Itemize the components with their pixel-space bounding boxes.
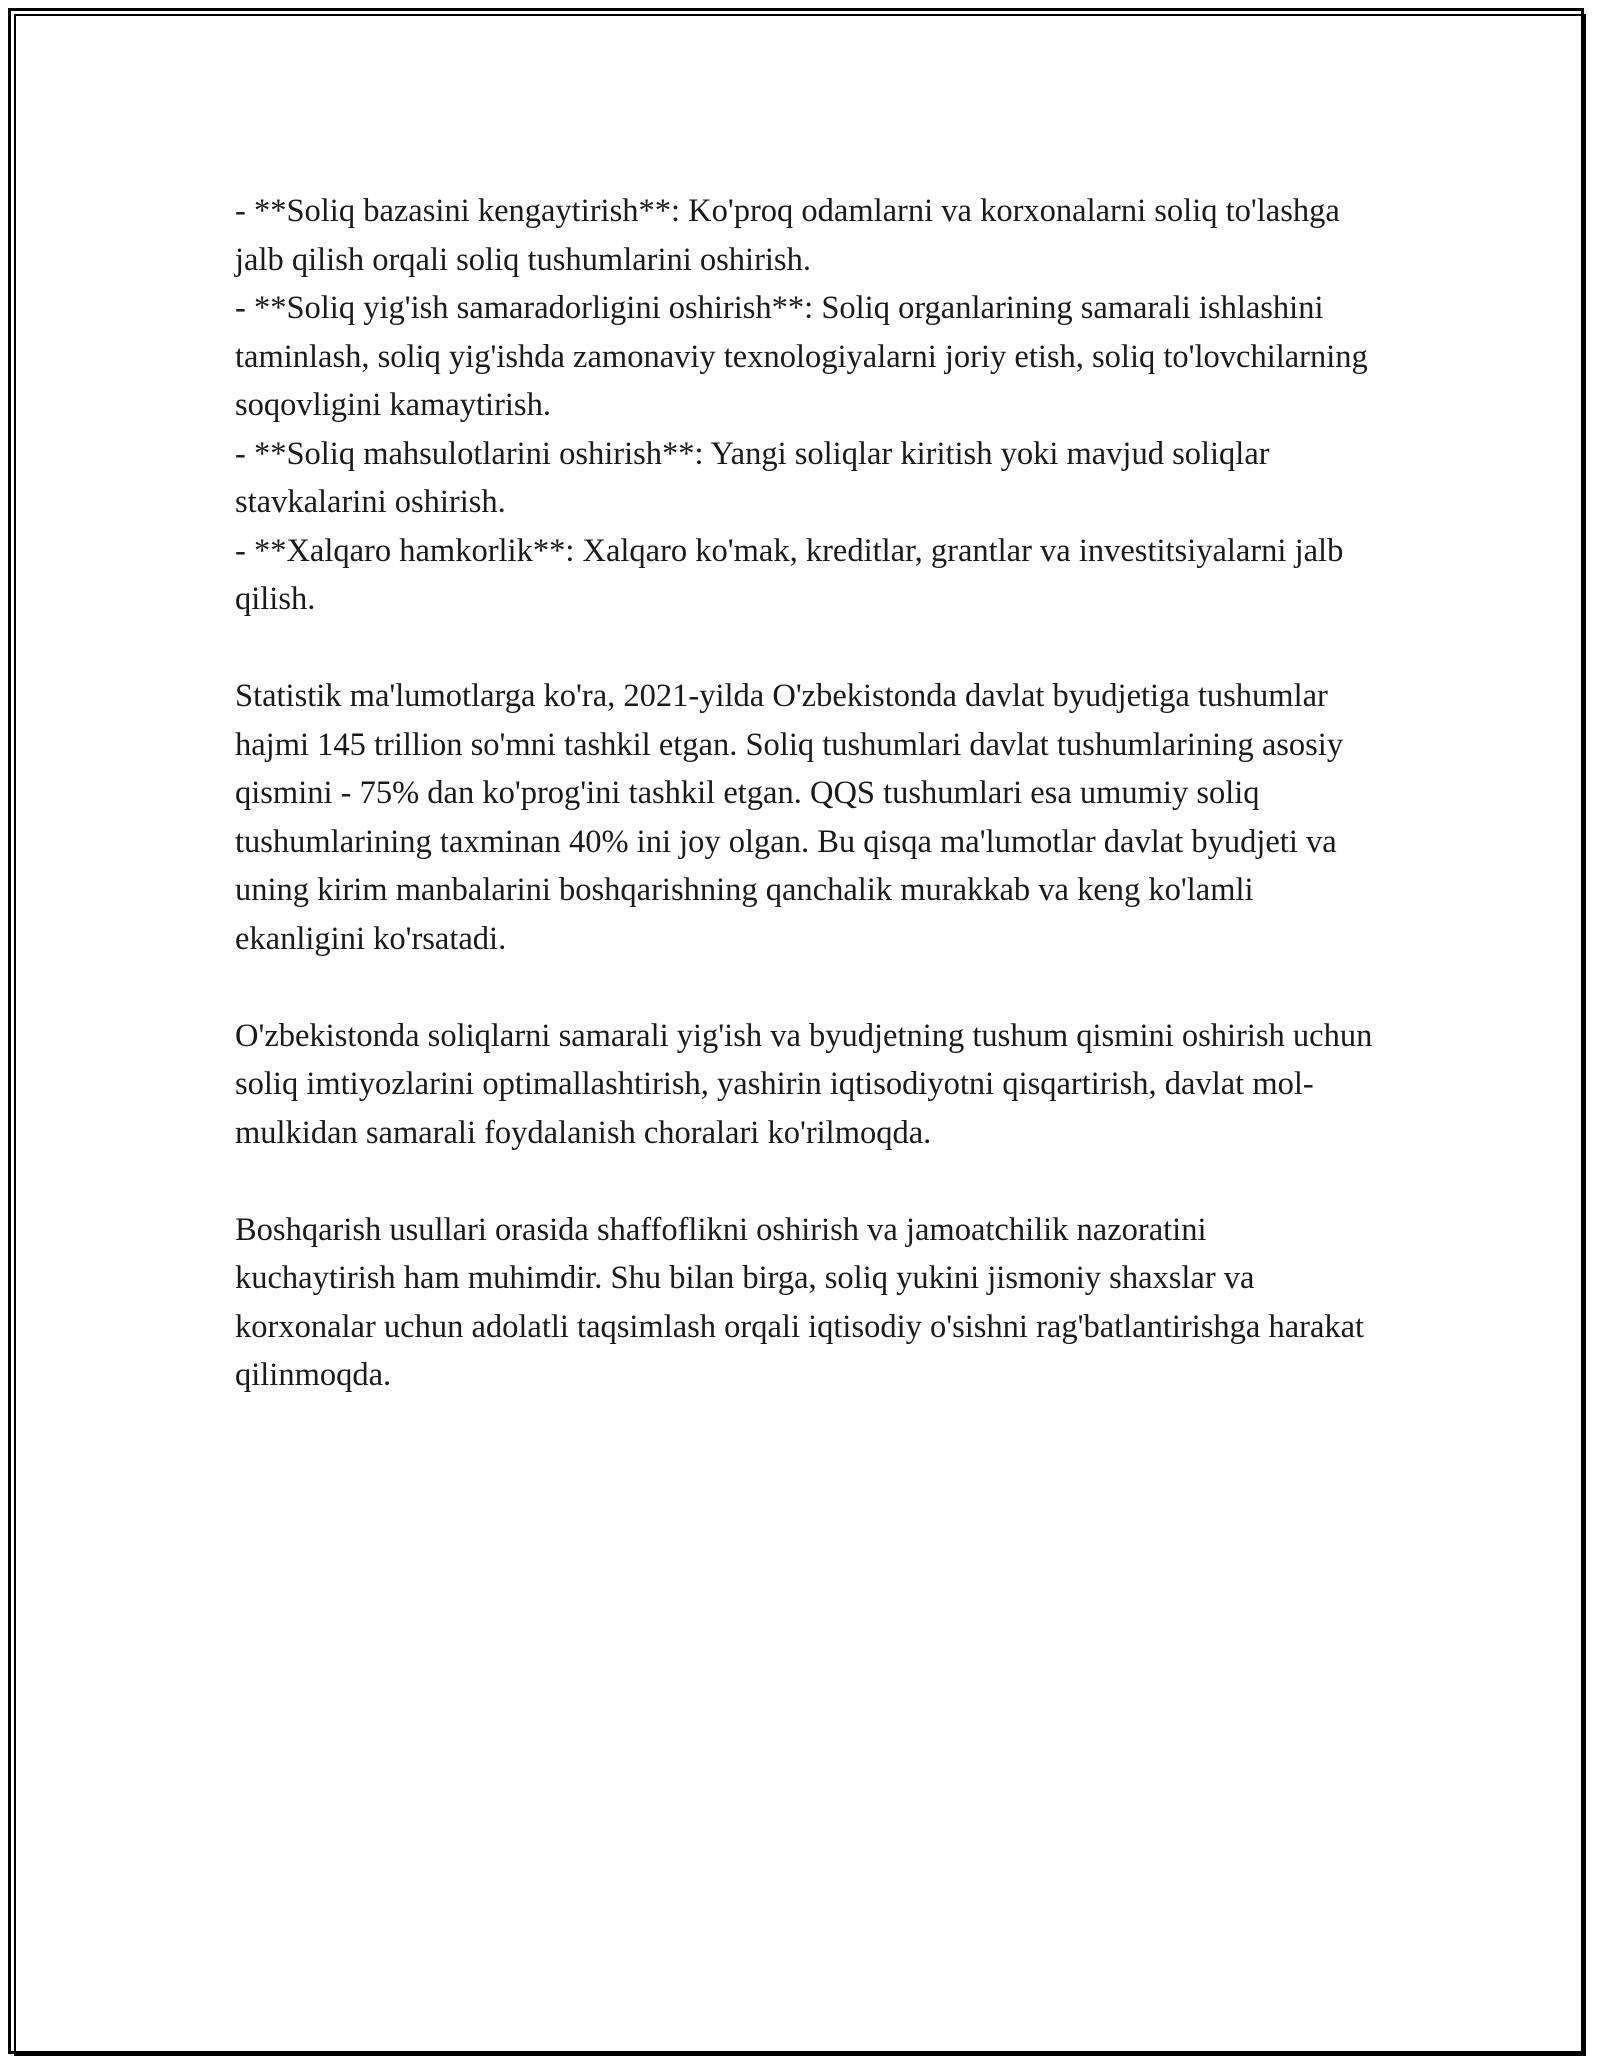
paragraph-management: Boshqarish usullari orasida shaffoflikni oshirish va jamoatchilik nazoratini kuchaytirish ham muhimdir. Shu bilan birga, soliq yukini jismoniy shaxslar va korxonalar uchun adolatli taqsimlash orqali iqtisodiy o'sishni rag'batlantirishga harakat qilinmoqda. — [235, 1211, 1365, 1393]
bullet-item: - **Xalqaro hamkorlik**: Xalqaro ko'mak, kreditlar, grantlar va investitsiyalarni jalb qilish. — [235, 532, 1344, 617]
bullet-item: - **Soliq bazasini kengaytirish**: Ko'proq odamlarni va korxonalarni soliq to'lashga jalb qilish orqali soliq tushumlarini oshirish. — [235, 193, 1340, 278]
document-body — [235, 187, 1375, 1400]
paragraph-spacer — [235, 624, 1375, 673]
paragraph-spacer — [235, 963, 1375, 1012]
paragraph-statistics: Statistik ma'lumotlarga ko'ra, 2021-yilda O'zbekistonda davlat byudjetiga tushumlar hajmi 145 trillion so'mni tashkil etgan. Soliq tushumlari davlat tushumlarining asosiy qismini - 75% dan ko'prog'ini tashkil etgan. QQS tushumlari esa umumiy soliq tushumlarining taxminan 40% ini joy olgan. Bu qisqa ma'lumotlar davlat byudjeti va uning kirim manbalarini boshqarishning qanchalik murakkab va keng ko'lamli ekanligini ko'rsatadi. — [235, 678, 1344, 957]
paragraph-tax-collection: O'zbekistonda soliqlarni samarali yig'ish va byudjetning tushum qismini oshirish uchun soliq imtiyozlarini optimallashtirish, yashirin iqtisodiyotni qisqartirish, davlat mol-mulkidan samarali foydalanish choralari ko'rilmoqda. — [235, 1017, 1373, 1151]
paragraph-spacer — [235, 1157, 1375, 1206]
bullet-item: - **Soliq mahsulotlarini oshirish**: Yangi soliqlar kiritish yoki mavjud soliqlar stavkalarini oshirish. — [235, 435, 1270, 520]
bullet-item: - **Soliq yig'ish samaradorligini oshirish**: Soliq organlarining samarali ishlashini taminlash, soliq yig'ishda zamonaviy texnologiyalarni joriy etish, soliq to'lovchilarning soqovligini kamaytirish. — [235, 290, 1368, 423]
